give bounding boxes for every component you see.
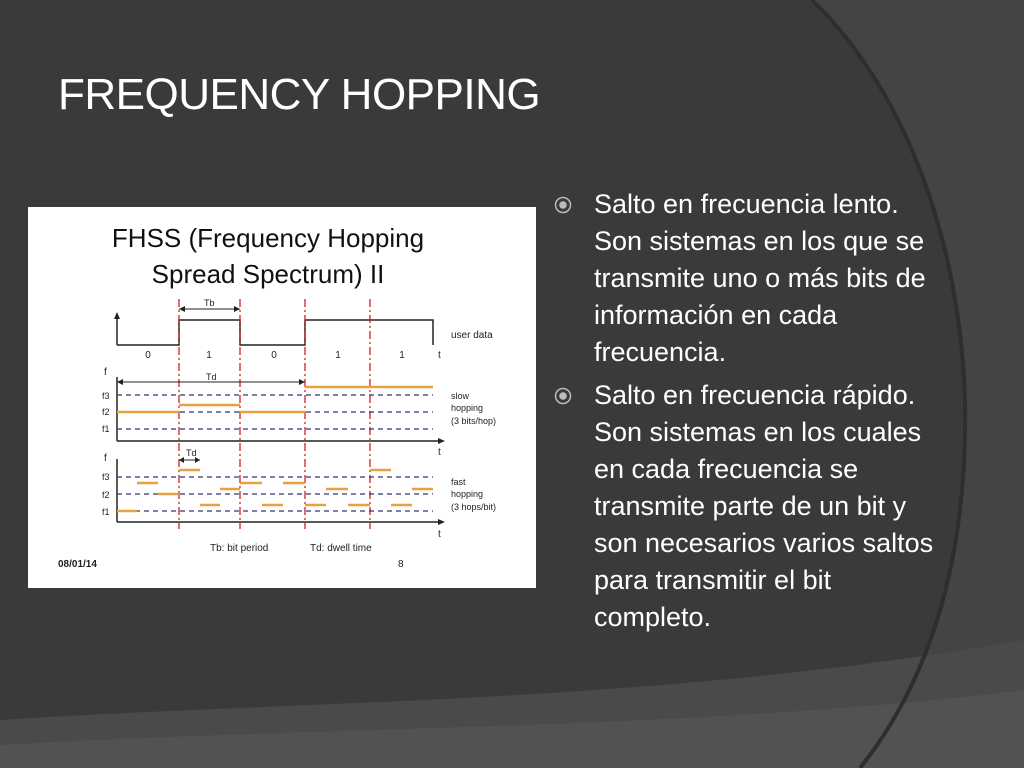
bullet-text-2: Salto en frecuencia rápido. Son sistemas en los cuales en cada frecuencia se transmite parte de un bit y son necesarios varios saltos para transmitir el bit completo. bbox=[594, 380, 934, 632]
slow-freq-label-f3: f3 bbox=[102, 391, 110, 401]
footer-page: 8 bbox=[398, 559, 404, 570]
footer-date: 08/01/14 bbox=[58, 559, 97, 570]
circled-dot-icon bbox=[554, 196, 572, 214]
bit-4: 1 bbox=[399, 350, 405, 361]
bullet-slow-hopping bbox=[552, 186, 952, 371]
td-label-slow: Td bbox=[206, 372, 217, 382]
bullet-text-1: Salto en frecuencia lento. Son sistemas en los que se transmite uno o más bits de información en cada frecuencia. bbox=[594, 189, 926, 367]
slow-label-line3: (3 bits/hop) bbox=[451, 416, 497, 426]
slow-freq-label-f1: f1 bbox=[102, 424, 110, 434]
t-axis-label-2: t bbox=[438, 447, 441, 458]
t-axis-label-3: t bbox=[438, 529, 441, 540]
tb-label: Tb bbox=[204, 298, 215, 308]
bit-3: 1 bbox=[335, 350, 341, 361]
fast-freq-label-f3: f3 bbox=[102, 472, 110, 482]
f-axis-label-1: f bbox=[104, 367, 107, 378]
fast-label-line3: (3 hops/bit) bbox=[451, 502, 497, 512]
slow-label-line1: slow bbox=[451, 391, 470, 401]
t-axis-label-1: t bbox=[438, 350, 441, 361]
bullet-fast-hopping bbox=[552, 377, 952, 636]
bit-1: 1 bbox=[206, 350, 212, 361]
fast-freq-label-f2: f2 bbox=[102, 490, 110, 500]
bit-0: 0 bbox=[145, 350, 151, 361]
fast-label-line2: hopping bbox=[451, 489, 484, 499]
slow-hopping-panel bbox=[102, 367, 496, 458]
user-data-label: user data bbox=[451, 330, 493, 341]
figure-title-line2: Spread Spectrum) II bbox=[151, 259, 385, 289]
td-label-fast: Td bbox=[186, 448, 197, 458]
fast-hopping-panel bbox=[102, 448, 496, 540]
legend-td: Td: dwell time bbox=[310, 543, 372, 554]
bit-2: 0 bbox=[271, 350, 277, 361]
user-data-panel bbox=[114, 298, 493, 361]
fast-freq-label-f1: f1 bbox=[102, 507, 110, 517]
circled-dot-icon bbox=[554, 387, 572, 405]
f-axis-label-2: f bbox=[104, 453, 107, 464]
legend-tb: Tb: bit period bbox=[210, 543, 269, 554]
slow-label-line2: hopping bbox=[451, 403, 484, 413]
fhss-figure bbox=[28, 207, 536, 588]
bullet-list bbox=[552, 186, 952, 642]
slow-freq-label-f2: f2 bbox=[102, 407, 110, 417]
slide-title: FREQUENCY HOPPING bbox=[58, 70, 541, 119]
figure-title-line1: FHSS (Frequency Hopping bbox=[111, 223, 425, 253]
fast-label-line1: fast bbox=[451, 477, 466, 487]
